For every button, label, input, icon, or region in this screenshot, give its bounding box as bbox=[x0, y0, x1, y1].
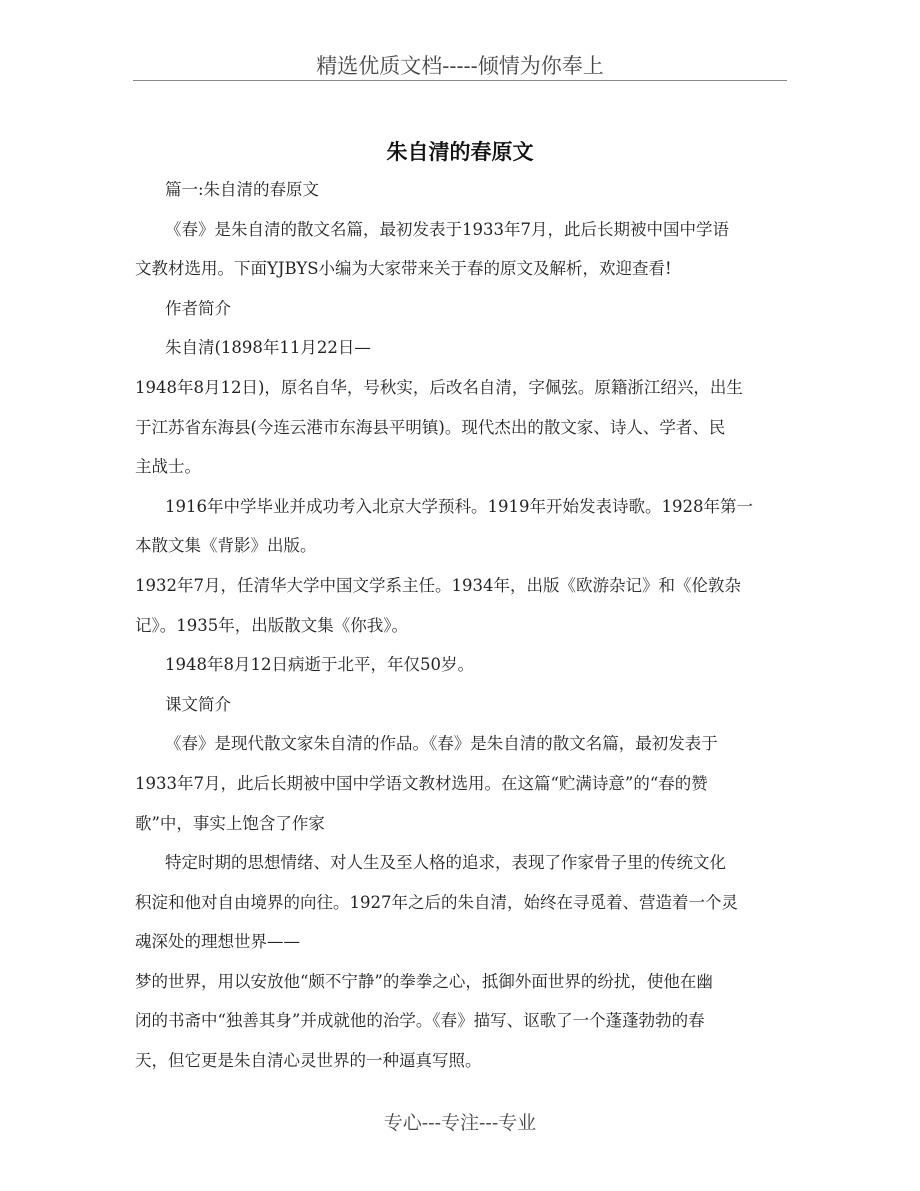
document-body bbox=[135, 176, 787, 1087]
text-line: 天，但它更是朱自清心灵世界的一种逼真写照。 bbox=[135, 1051, 482, 1071]
section-heading: 作者简介 bbox=[165, 298, 231, 318]
text-line: 朱自清(1898年11月22日— bbox=[165, 338, 371, 358]
text-line: 闭的书斋中“独善其身”并成就他的治学。《春》描写、讴歌了一个蓬蓬勃勃的春 bbox=[135, 1011, 705, 1031]
document-title: 朱自清的春原文 bbox=[386, 139, 534, 164]
text-line: 《春》是朱自清的散文名篇，最初发表于1933年7月，此后长期被中国中学语 bbox=[165, 219, 729, 239]
text-line: 特定时期的思想情绪、对人生及至人格的追求，表现了作家骨子里的传统文化 bbox=[165, 853, 726, 873]
page-footer: 专心---专注---专业 bbox=[383, 1112, 537, 1134]
section-heading: 课文简介 bbox=[165, 694, 231, 714]
text-line: 魂深处的理想世界—— bbox=[135, 932, 300, 952]
text-line: 1916年中学毕业并成功考入北京大学预科。1919年开始发表诗歌。1928年第一 bbox=[165, 496, 753, 516]
text-line: 梦的世界，用以安放他“颇不宁静”的拳拳之心，抵御外面世界的纷扰，使他在幽 bbox=[135, 971, 713, 991]
text-line: 1932年7月，任清华大学中国文学系主任。1934年，出版《欧游杂记》和《伦敦杂 bbox=[135, 575, 741, 595]
page-header: 精选优质文档-----倾情为你奉上 bbox=[316, 54, 604, 78]
text-line: 《春》是现代散文家朱自清的作品。《春》是朱自清的散文名篇，最初发表于 bbox=[165, 734, 718, 754]
text-line: 1948年8月12日病逝于北平，年仅50岁。 bbox=[165, 655, 474, 675]
text-line: 本散文集《背影》出版。 bbox=[135, 536, 317, 556]
header-divider bbox=[133, 80, 787, 81]
text-line: 主战士。 bbox=[135, 457, 201, 477]
text-line: 积淀和他对自由境界的向往。1927年之后的朱自清，始终在寻觅着、营造着一个灵 bbox=[135, 892, 738, 912]
section-heading: 篇一:朱自清的春原文 bbox=[165, 180, 320, 199]
text-line: 歌”中，事实上饱含了作家 bbox=[135, 813, 325, 833]
text-line: 记》。1935年，出版散文集《你我》。 bbox=[135, 615, 408, 635]
text-line: 1948年8月12日)，原名自华，号秋实，后改名自清，字佩弦。原籍浙江绍兴，出生 bbox=[135, 377, 743, 397]
text-line: 1933年7月，此后长期被中国中学语文教材选用。在这篇“贮满诗意”的“春的赞 bbox=[135, 773, 708, 793]
text-line: 文教材选用。下面YJBYS小编为大家带来关于春的原文及解析，欢迎查看! bbox=[135, 259, 672, 279]
text-line: 于江苏省东海县(今连云港市东海县平明镇)。现代杰出的散文家、诗人、学者、民 bbox=[135, 417, 726, 437]
